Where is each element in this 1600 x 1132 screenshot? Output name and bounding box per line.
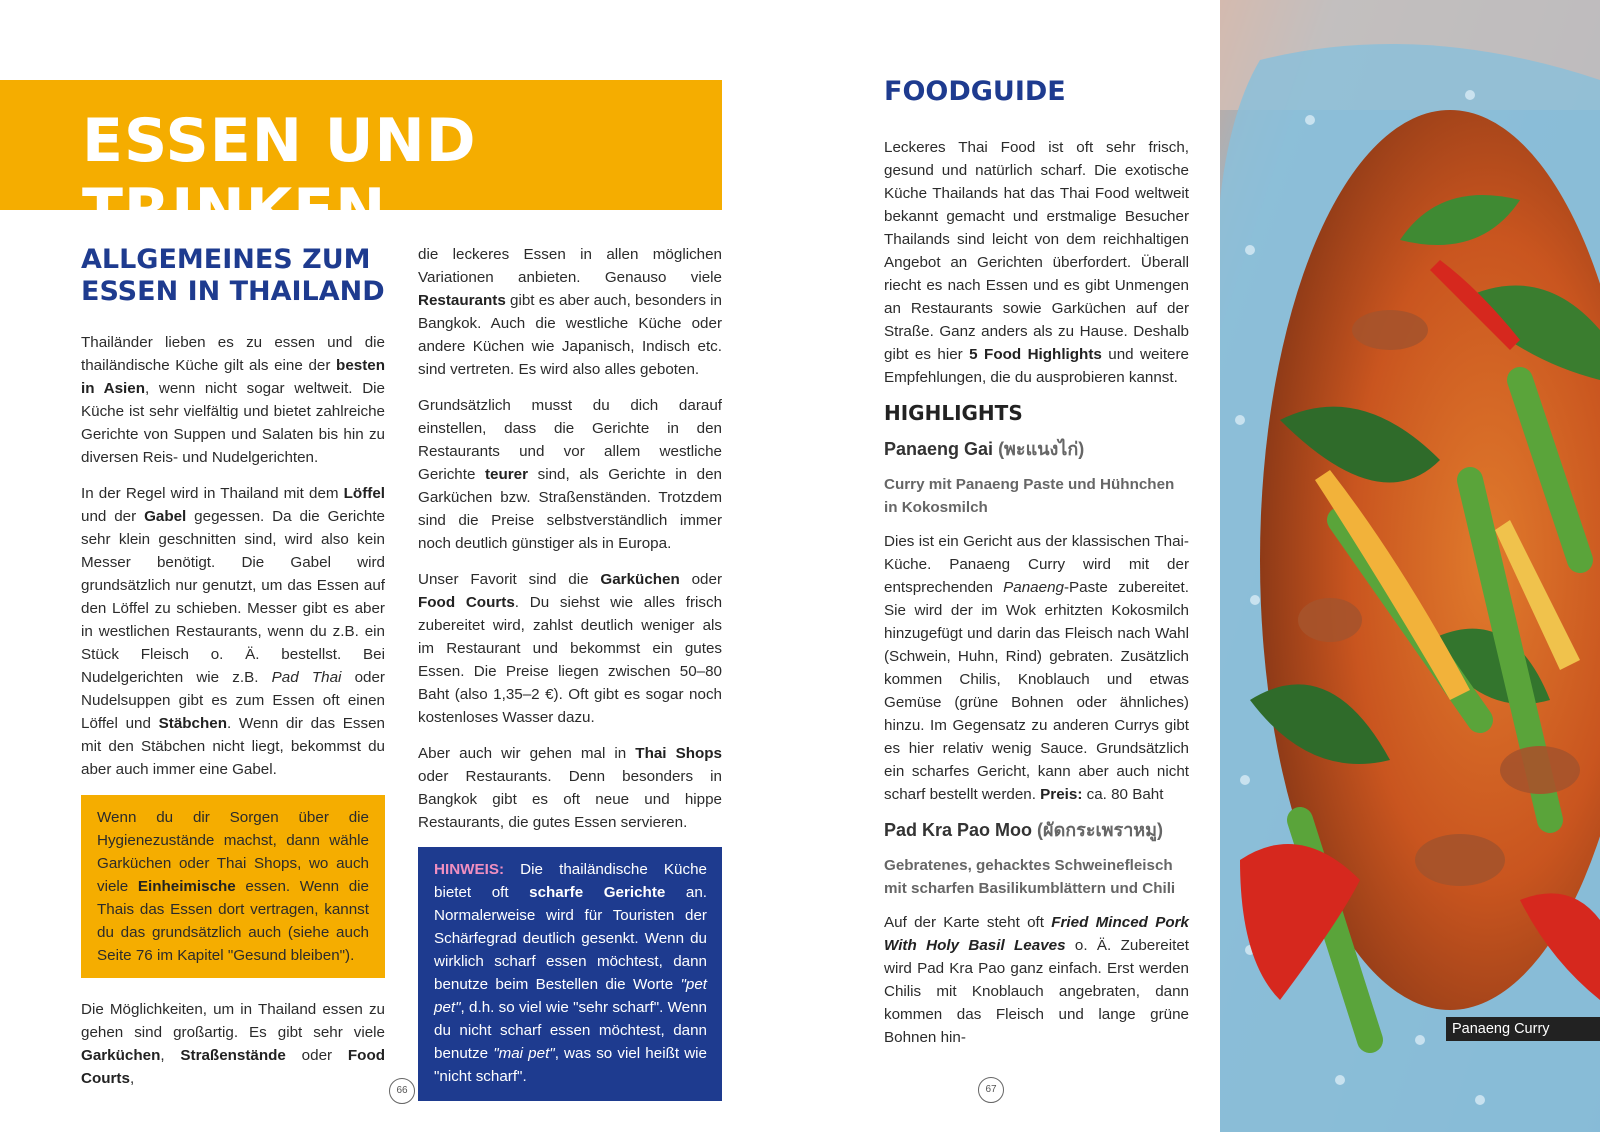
hint-label: HINWEIS: xyxy=(434,861,505,878)
paragraph: Die Möglichkeiten, um in Thailand essen zu gehen sind großartig. Es gibt sehr viele Garküchen, Straßenstände oder Food Courts, xyxy=(81,1001,385,1087)
column-3 xyxy=(884,70,1189,1062)
food-photo xyxy=(1220,0,1600,1132)
column-2 xyxy=(418,243,722,1101)
section-heading: ALLGEMEINES ZUM ESSEN IN THAILAND xyxy=(81,244,385,307)
page-number: 67 xyxy=(978,1077,1004,1103)
dish-description: Auf der Karte steht oft Fried Minced Pork With Holy Basil Leaves o. Ä. Zubereitet wird Pad Kra Pao ganz einfach. Erst werden Chilis mit Knoblauch angebraten, dann kommen das Fleisch und lange grüne Bohnen hin- xyxy=(884,914,1190,1046)
dish-title: Pad Kra Pao Moo (ผัดกระเพราหมู) xyxy=(884,820,1164,840)
right-page xyxy=(800,0,1600,1132)
page-number: 66 xyxy=(389,1078,415,1104)
paragraph: die leckeres Essen in allen möglichen Variationen anbieten. Genauso viele Restaurants gibt es aber auch, besonders in Bangkok. Auch die westliche Küche oder andere Küchen wie Japanisch, Indisch etc. sind vertreten. Es wird also alles geboten. xyxy=(418,246,722,378)
chapter-banner xyxy=(0,80,722,246)
paragraph: Grundsätzlich musst du dich darauf einstellen, dass die Gerichte in den Restaurants und vor allem westliche Gerichte teurer sind, als Gerichte in den Garküchen bzw. Straßenständen. Trotzdem sind die Preise selbstverständlich immer noch deutlich günstiger als in Europa. xyxy=(418,397,722,552)
hygiene-tip-box: Wenn du dir Sorgen über die Hygienezustände machst, dann wähle Garküchen oder Thai Shops, wo auch viele Einheimische essen. Wenn die Thais das Essen dort vertragen, kannst du das grundsätzlich auch (siehe auch Seite 76 im Kapitel "Gesund bleiben"). xyxy=(81,795,385,978)
hint-box: HINWEIS: Die thailändische Küche bietet oft scharfe Gerichte an. Normalerweise wird für Touristen der Schärfegrad deutlich gesenkt. Wenn du wirklich scharf essen möchtest, dann benutze beim Bestellen die Worte "pet pet", d.h. so viel wie "sehr scharf". Wenn du nicht scharf essen möchtest, dann benutze "mai pet", was so viel heißt wie "nicht scharf". xyxy=(418,847,722,1101)
chapter-title: ESSEN UND TRINKEN xyxy=(82,106,477,246)
dish-subtitle: Curry mit Panaeng Paste und Hühnchen in Kokosmilch xyxy=(884,476,1175,516)
dish-subtitle: Gebratenes, gehacktes Schweinefleisch mit scharfen Basilikumblättern und Chili xyxy=(884,857,1176,897)
photo-caption: Panaeng Curry xyxy=(1446,1017,1600,1041)
paragraph: Thailänder lieben es zu essen und die thailändische Küche gilt als eine der besten in Asien, wenn nicht sogar weltweit. Die Küche ist sehr vielfältig und bietet zahlreiche Gerichte von Suppen und Salaten bis hin zu diversen Reis- und Nudelgerichten. xyxy=(81,334,385,466)
paragraph: Unser Favorit sind die Garküchen oder Food Courts. Du siehst wie alles frisch zubereitet wird, zahlst deutlich weniger als im Restaurant und bekommst ein gutes Essen. Die Preise liegen zwischen 50–80 Baht (also 1,35–2 €). Oft gibt es sogar noch kostenloses Wasser dazu. xyxy=(418,571,723,726)
paragraph: In der Regel wird in Thailand mit dem Löffel und der Gabel gegessen. Da die Gerichte sehr klein geschnitten sind, wird also kein Messer benötigt. Die Gabel wird grundsätzlich nur genutzt, um das Essen auf den Löffel zu schieben. Messer gibt es aber in westlichen Restaurants, wenn du z.B. ein Stück Fleisch o. Ä. bestellst. Bei Nudelgerichten wie z.B. Pad Thai oder Nudelsuppen gibt es zum Essen oft einen Löffel und Stäbchen. Wenn dir das Essen mit den Stäbchen nicht liegt, bekommst du aber auch immer eine Gabel. xyxy=(81,485,386,778)
paragraph: Aber auch wir gehen mal in Thai Shops oder Restaurants. Denn besonders in Bangkok gibt es oft neue und hippe Restaurants, die gutes Essen servieren. xyxy=(418,745,722,831)
dish-description: Dies ist ein Gericht aus der klassischen Thai-Küche. Panaeng Curry wird mit der entsprechenden Panaeng-Paste zubereitet. Sie wird der im Wok erhitzten Kokosmilch hinzugefügt und darin das Fleisch nach Wahl (Schwein, Huhn, Rind) gebraten. Zusätzlich kommen Chilis, Knoblauch und etwas Gemüse (grüne Bohnen oder ähnliches) hinzu. Im Gegensatz zu anderen Currys gibt es hier relativ wenig Sauce. Grundsätzlich ein scharfes Gericht, kann aber auch nicht scharf bestellt werden. Preis: ca. 80 Baht xyxy=(884,533,1189,803)
foodguide-heading: FOODGUIDE xyxy=(884,76,1066,107)
intro-paragraph: Leckeres Thai Food ist oft sehr frisch, gesund und natürlich scharf. Die exotische Küche Thailands hat das Thai Food weltweit bekannt gemacht und erstmalige Besucher Thailands sind leicht von dem reichhaltigen Angebot an Gerichten überfordert. Überall riecht es nach Essen und es gibt Unmengen an Restaurants sowie Garküchen auf der Straße. Ganz anders als zu Hause. Deshalb gibt es hier 5 Food Highlights und weitere Empfehlungen, die du ausprobieren kannst. xyxy=(884,139,1189,386)
dish-title: Panaeng Gai (พะแนงไก่) xyxy=(884,439,1085,459)
panaeng-curry-image xyxy=(1220,0,1600,1132)
highlights-heading: HIGHLIGHTS xyxy=(884,401,1023,425)
column-1 xyxy=(81,244,385,1103)
